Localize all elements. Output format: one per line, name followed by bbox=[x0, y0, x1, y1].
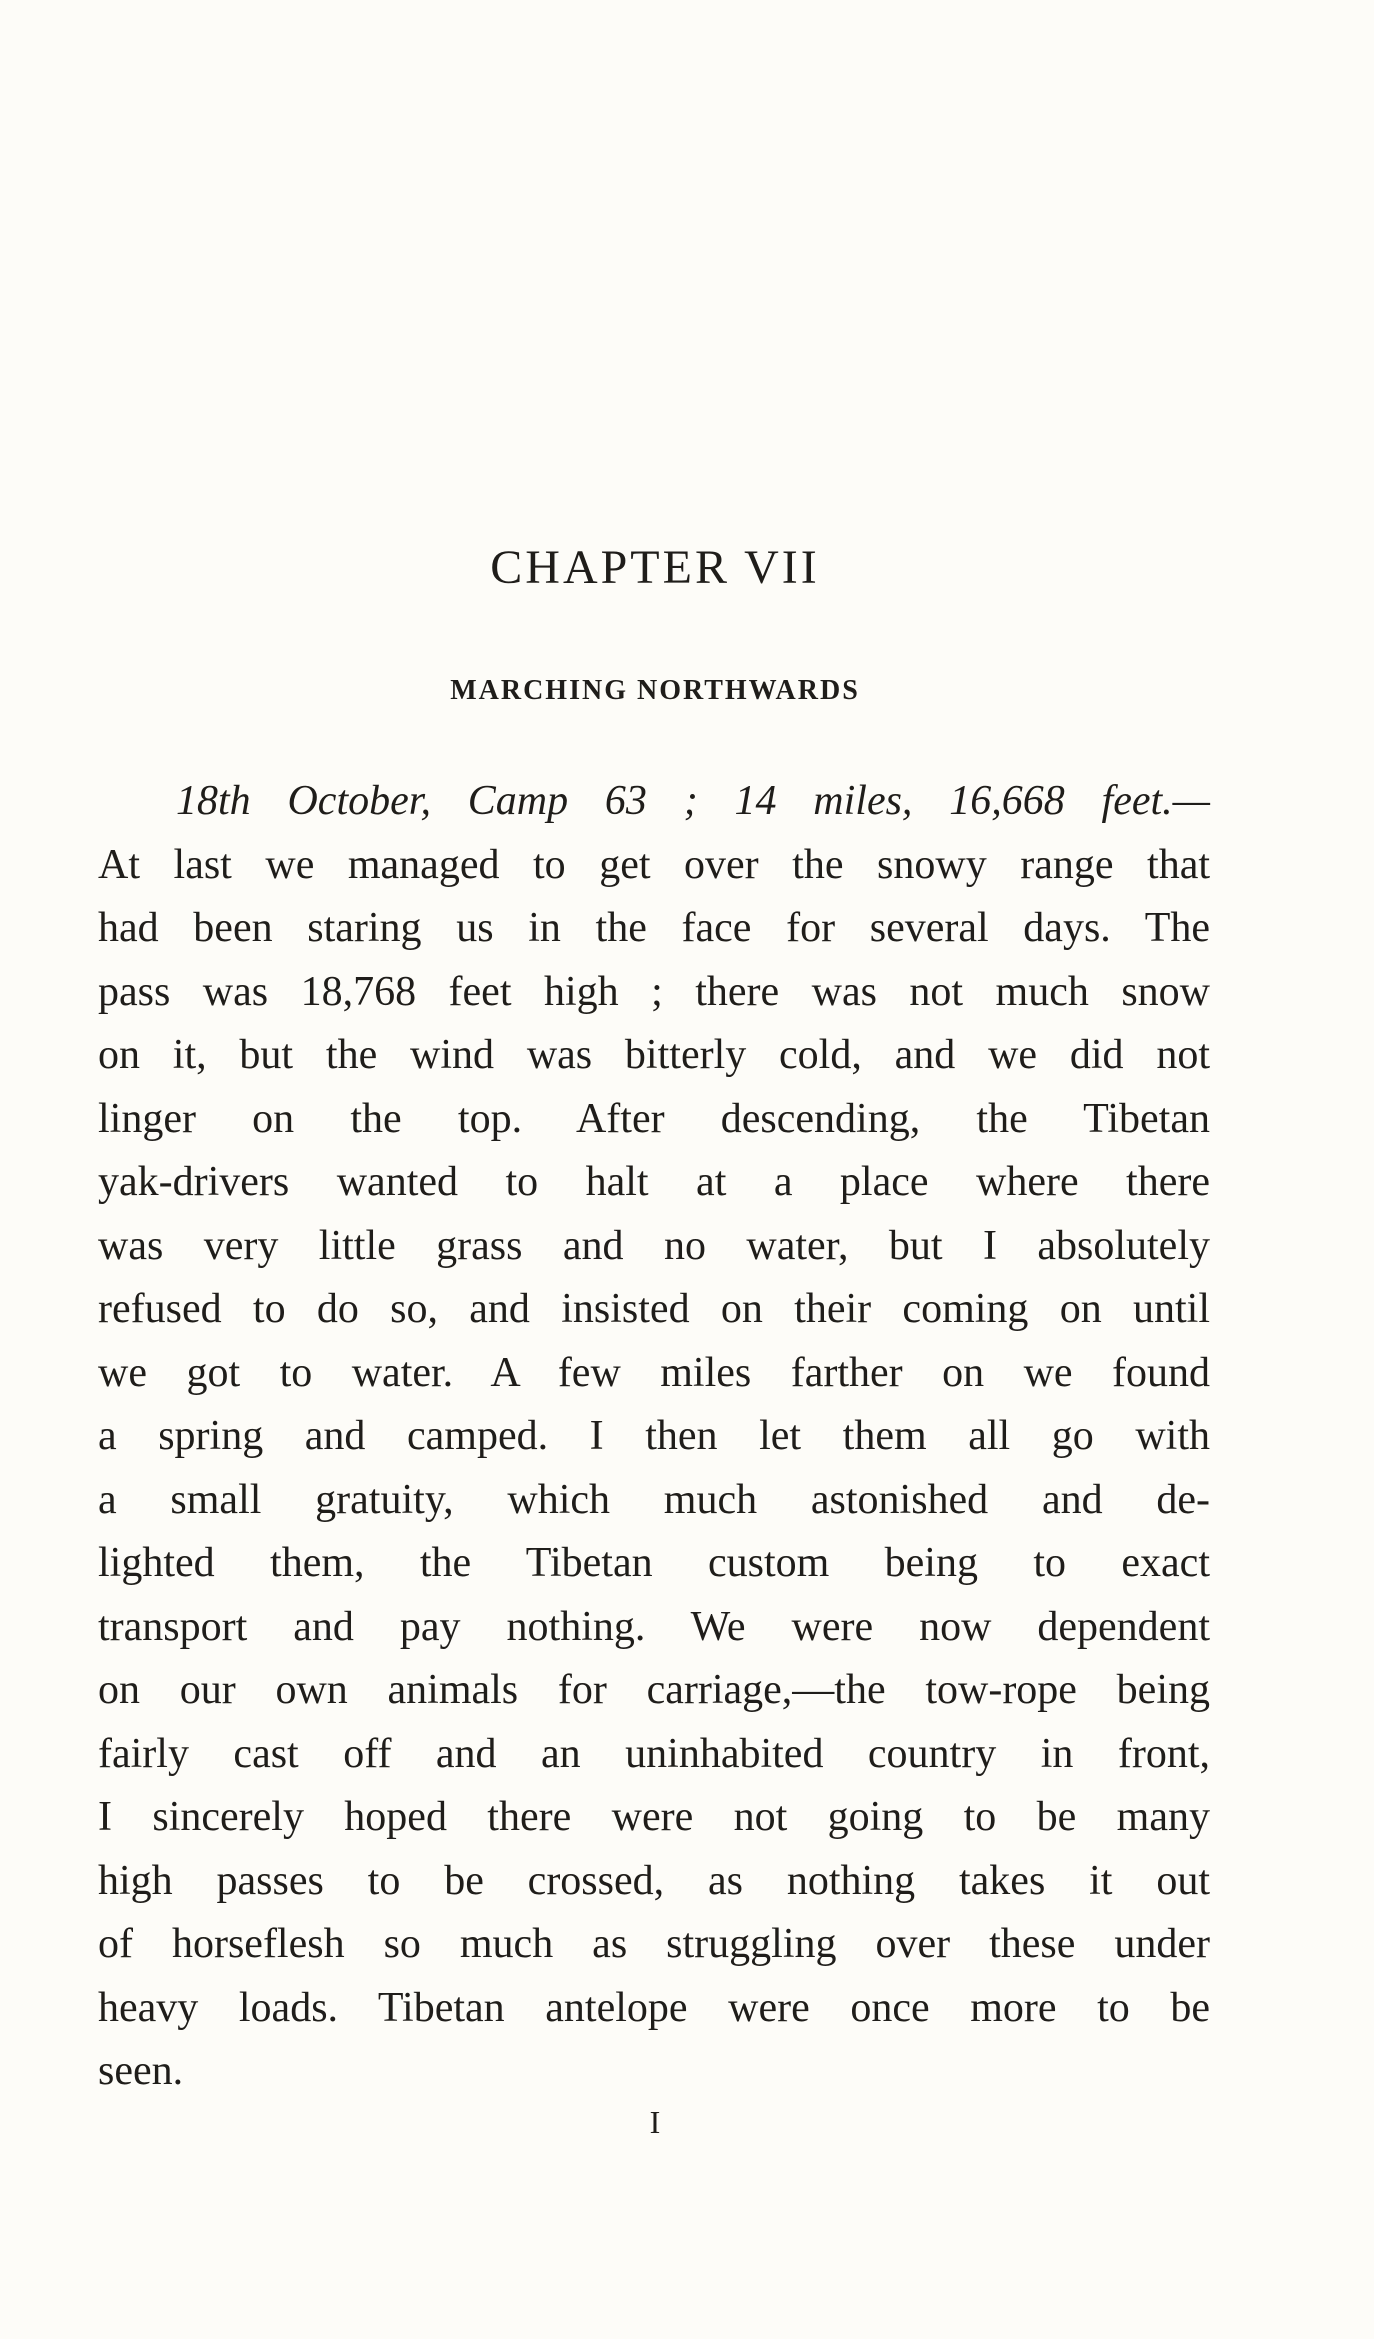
chapter-subtitle: MARCHING NORTHWARDS bbox=[450, 675, 860, 706]
text-line: high passes to be crossed, as nothing takes it out bbox=[98, 1857, 1210, 1904]
text-line: on it, but the wind was bitterly cold, and we did not bbox=[98, 1032, 1210, 1078]
text-line: a small gratuity, which much astonished and de- bbox=[98, 1476, 1210, 1523]
text-line: refused to do so, and insisted on their coming on until bbox=[98, 1286, 1210, 1332]
chapter-title: CHAPTER VII bbox=[490, 541, 820, 594]
text-line: of horseflesh so much as struggling over these under bbox=[98, 1921, 1210, 1967]
text-line: a spring and camped. I then let them all go with bbox=[98, 1413, 1210, 1459]
body-text bbox=[98, 770, 1210, 2104]
text-line: lighted them, the Tibetan custom being to exact bbox=[98, 1540, 1210, 1586]
text-line: At last we managed to get over the snowy range that bbox=[98, 841, 1210, 888]
text-line: pass was 18,768 feet high ; there was not much snow bbox=[98, 968, 1210, 1015]
text-line: I sincerely hoped there were not going to be many bbox=[98, 1794, 1210, 1840]
entry-heading: 18th October, Camp 63 ; 14 miles, 16,668 feet.— bbox=[176, 778, 1210, 824]
text-line: fairly cast off and an uninhabited country in front, bbox=[98, 1730, 1210, 1777]
text-line: seen. bbox=[98, 2048, 184, 2094]
text-line: had been staring us in the face for several days. The bbox=[98, 905, 1210, 951]
text-line: linger on the top. After descending, the Tibetan bbox=[98, 1095, 1210, 1142]
text-line: transport and pay nothing. We were now dependent bbox=[98, 1603, 1210, 1650]
text-line: we got to water. A few miles farther on we found bbox=[98, 1349, 1210, 1396]
text-line: heavy loads. Tibetan antelope were once more to be bbox=[98, 1984, 1210, 2031]
text-line: on our own animals for carriage,—the tow-rope being bbox=[98, 1667, 1210, 1713]
text-line: yak-drivers wanted to halt at a place where there bbox=[98, 1159, 1210, 1205]
text-line: was very little grass and no water, but I absolutely bbox=[98, 1222, 1210, 1269]
signature-mark: I bbox=[649, 2104, 661, 2140]
